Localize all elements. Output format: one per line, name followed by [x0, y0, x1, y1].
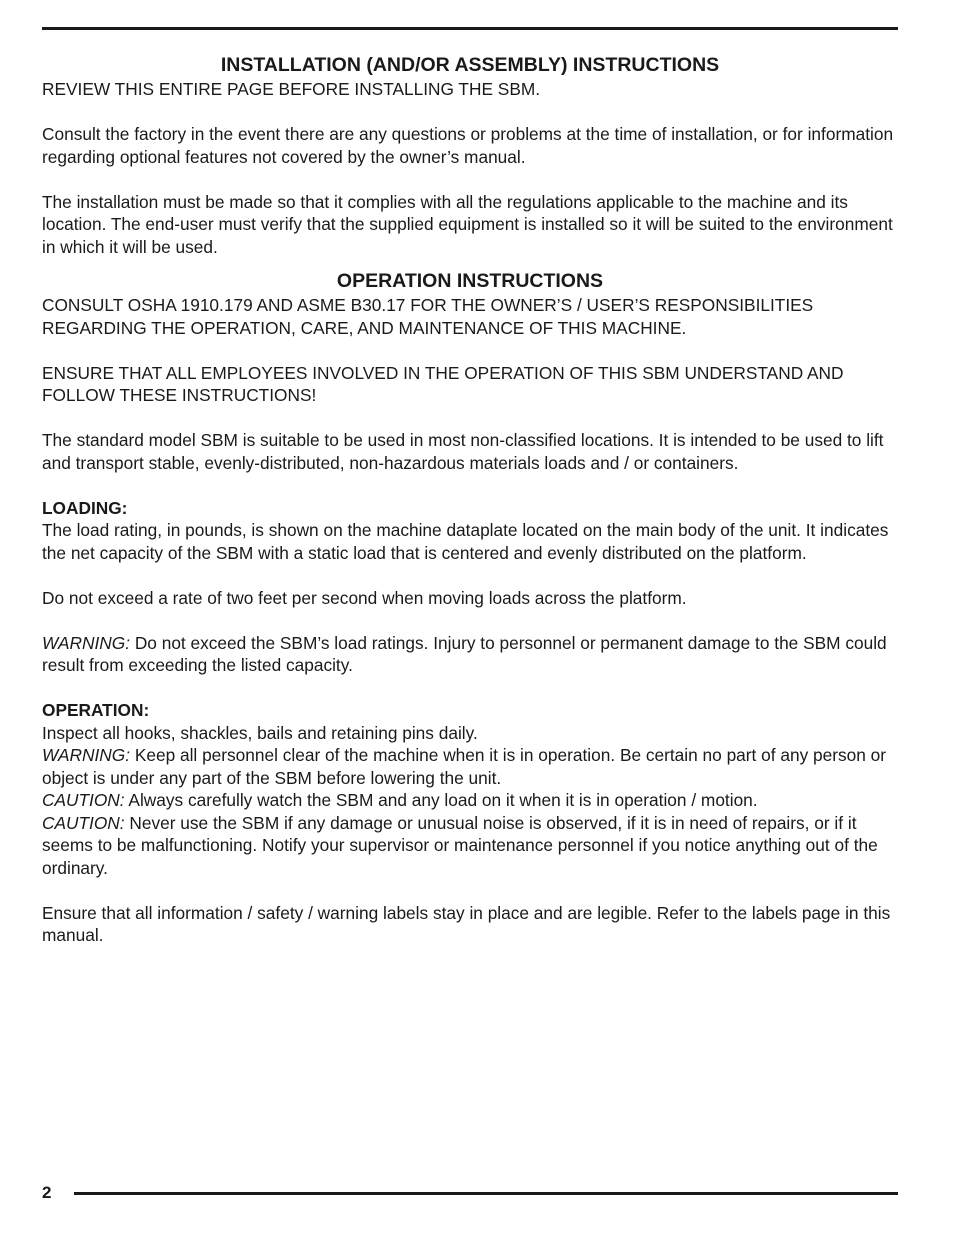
warning-text: Keep all personnel clear of the machine when it is in operation. Be certain no part of any person or object is under any part of the SBM before lowering the unit. [42, 745, 887, 788]
caution-watch-paragraph [42, 789, 898, 812]
installation-heading: INSTALLATION (AND/OR ASSEMBLY) INSTRUCTIONS [220, 54, 720, 76]
inspect-line: Inspect all hooks, shackles, bails and retaining pins daily. [42, 722, 478, 743]
labels-paragraph: Ensure that all information / safety / warning labels stay in place and are legible. Refer to the labels page in this manual. [42, 902, 891, 945]
caution-label: CAUTION: [42, 812, 125, 833]
osha-paragraph: CONSULT OSHA 1910.179 AND ASME B30.17 FOR THE OWNER’S / USER’S RESPONSIBILITIES REGARDING THE OPERATION, CARE, AND MAINTENANCE OF THIS MACHINE. [42, 295, 814, 338]
page-number: 2 [42, 1183, 52, 1202]
personnel-warning-paragraph [42, 744, 898, 789]
warning-label: WARNING: [42, 632, 131, 653]
caution-text: Always carefully watch the SBM and any load on it when it is in operation / motion. [124, 790, 758, 810]
caution-damage-paragraph [42, 812, 898, 880]
operation-heading: OPERATION INSTRUCTIONS [336, 270, 604, 292]
install-regulations-paragraph: The installation must be made so that it complies with all the regulations applicable to the machine and its location. The end-user must verify that the supplied equipment is installed so it will be suited to the environment in which it will be used. [42, 191, 893, 257]
loading-label: LOADING: [42, 497, 128, 518]
warning-label: WARNING: [42, 745, 131, 765]
employees-paragraph: ENSURE THAT ALL EMPLOYEES INVOLVED IN THE OPERATION OF THIS SBM UNDERSTAND AND FOLLOW THESE INSTRUCTIONS! [42, 362, 844, 405]
load-rating-paragraph: The load rating, in pounds, is shown on the machine dataplate located on the main body of the unit. It indicates the net capacity of the SBM with a static load that is centered and evenly distributed on the platform. [42, 520, 889, 563]
warning-text: Do not exceed the SBM’s load ratings. Injury to personnel or permanent damage to the SBM could result from exceeding the listed capacity. [42, 632, 887, 675]
install-review-line: REVIEW THIS ENTIRE PAGE BEFORE INSTALLING THE SBM. [42, 79, 541, 99]
rate-paragraph: Do not exceed a rate of two feet per second when moving loads across the platform. [42, 587, 687, 608]
install-consult-paragraph: Consult the factory in the event there are any questions or problems at the time of installation, or for information regarding optional features not covered by the owner’s manual. [42, 124, 894, 167]
operation-label: OPERATION: [42, 700, 150, 720]
standard-model-paragraph: The standard model SBM is suitable to be used in most non-classified locations. It is intended to be used to lift and transport stable, evenly-distributed, non-hazardous materials loads and / or containers. [42, 430, 884, 473]
caution-label: CAUTION: [42, 790, 125, 810]
page-content [42, 52, 898, 947]
bottom-rule [74, 1192, 898, 1195]
top-rule [42, 27, 898, 30]
load-warning-paragraph [42, 632, 898, 677]
caution-text: Never use the SBM if any damage or unusual noise is observed, if it is in need of repairs, or if it seems to be malfunctioning. Notify your supervisor or maintenance personnel if you notice anything out of the ordinary. [42, 812, 878, 878]
